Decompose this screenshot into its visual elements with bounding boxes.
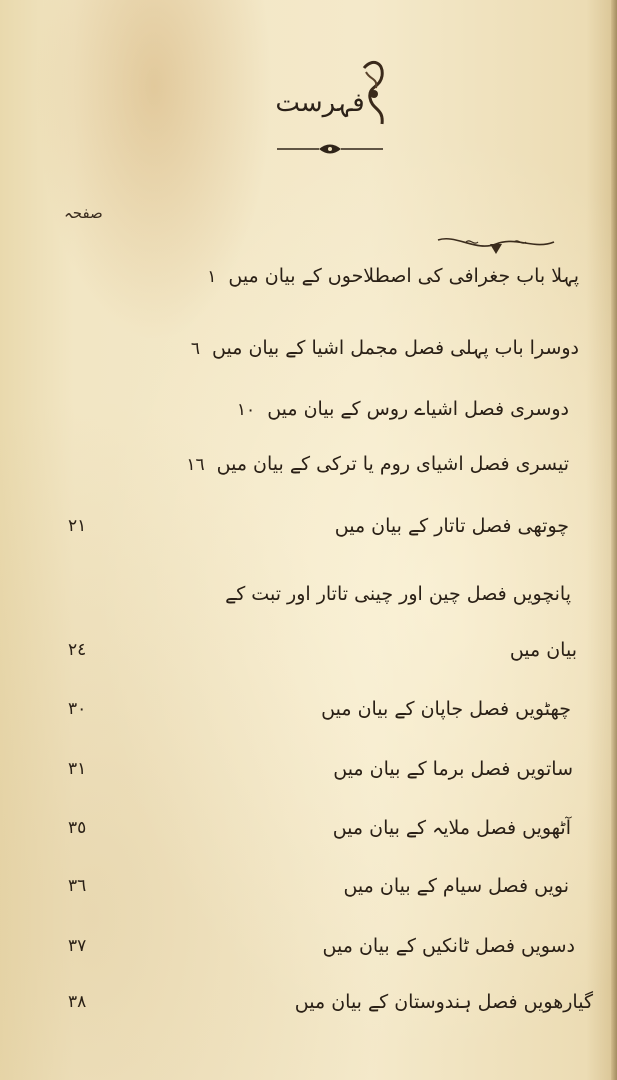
title-underline-flourish (275, 138, 385, 160)
toc-entry-text: پانچویں فصل چین اور چینی تاتار اور تبت کے (225, 583, 571, 605)
toc-row (0, 574, 617, 614)
toc-entry-text: دسویں فصل ٹانکیں کے بیان میں (322, 935, 575, 957)
toc-row (0, 749, 617, 789)
toc-entry-text: دوسرا باب پہلی فصل مجمل اشیا کے بیان میں٦ (191, 328, 579, 369)
toc-entry-text: دوسری فصل اشیاے روس کے بیان میں١٠ (237, 389, 569, 430)
toc-page-number: ١٠ (236, 400, 256, 420)
toc-page-number: ٣٨ (68, 992, 87, 1012)
toc-entry-text: پہلا باب جغرافی کی اصطلاحوں کے بیان میں١ (207, 256, 579, 297)
toc-entry-text: چھٹویں فصل جاپان کے بیان میں (321, 698, 571, 720)
toc-row (0, 506, 617, 546)
toc-entry-text: ساتویں فصل برما کے بیان میں (333, 758, 573, 780)
toc-entry-text: آٹھویں فصل ملایہ کے بیان میں (332, 817, 571, 839)
decorative-flourish-icon (436, 230, 556, 258)
toc-page-number: ٣٠ (68, 699, 87, 719)
toc-page-number: ٣٧ (68, 936, 87, 956)
toc-entry-text: نویں فصل سیام کے بیان میں (343, 875, 569, 897)
toc-page-number: ١ (207, 267, 217, 287)
toc-entry-text: بیان میں (509, 639, 577, 661)
toc-page-number: ٢١ (68, 516, 87, 536)
toc-page-number: ٦ (190, 339, 201, 359)
toc-page-number: ٣٥ (68, 818, 87, 838)
toc-row (0, 328, 617, 368)
toc-page-number: ٣٦ (68, 876, 87, 896)
toc-row (0, 982, 617, 1022)
toc-row (0, 808, 617, 848)
page-column-label: صفحہ (64, 204, 103, 222)
toc-row (0, 689, 617, 729)
toc-row (0, 630, 617, 670)
toc-page-number: ٣١ (68, 759, 87, 779)
toc-page-number: ٢٤ (68, 640, 87, 660)
title-block (250, 58, 410, 158)
toc-row (0, 926, 617, 966)
toc-row (0, 444, 617, 484)
toc-entry-text: گیارھویں فصل ہندوستان کے بیان میں (294, 991, 593, 1013)
toc-entry-text: چوتھی فصل تاتار کے بیان میں (334, 515, 569, 537)
toc-row (0, 866, 617, 906)
page-title: فہرست (275, 88, 365, 118)
toc-page-number: ١٦ (186, 455, 205, 475)
toc-row (0, 389, 617, 429)
toc-entry-text: تیسری فصل اشیای روم یا ترکی کے بیان میں١٦ (186, 444, 569, 485)
toc-row (0, 256, 617, 296)
